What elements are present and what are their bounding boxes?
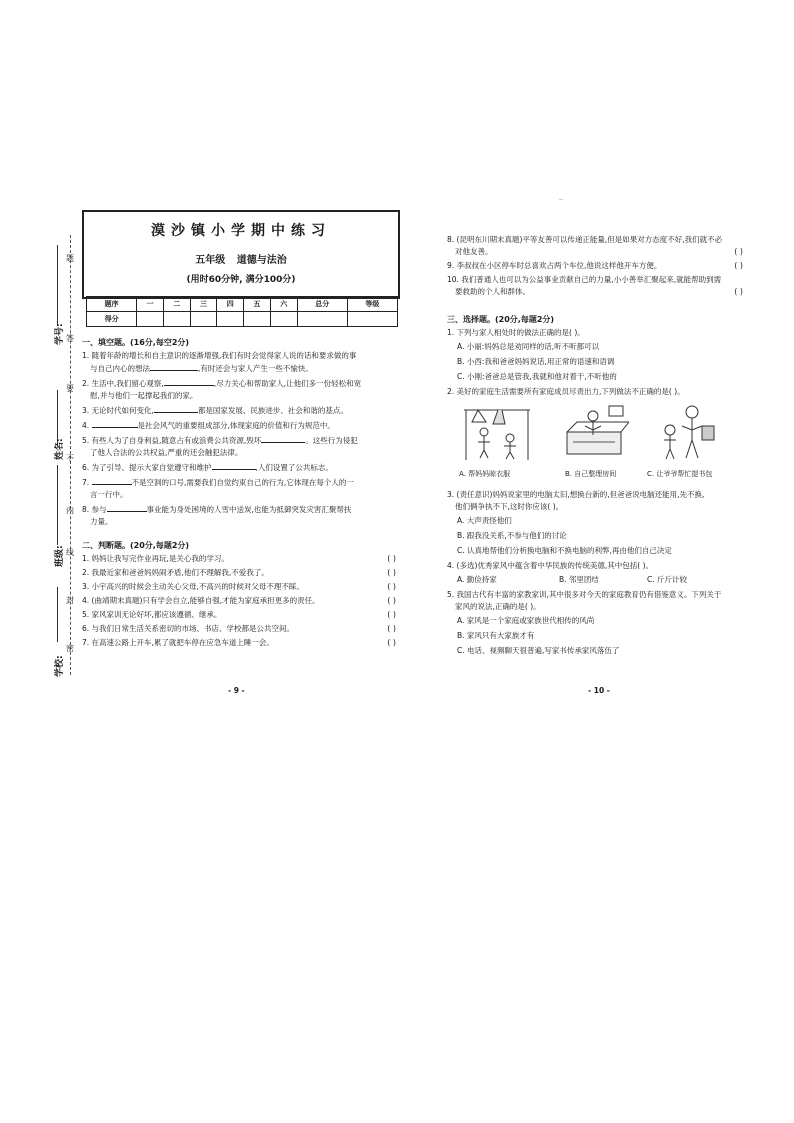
question-text: 5. 我国古代有丰富的家教家训,其中很多对今天的家庭教育仍有借鉴意义。下列关于: [447, 590, 722, 599]
answer-blank[interactable]: [212, 461, 256, 470]
option[interactable]: A. 大声责怪他们: [457, 516, 512, 525]
option[interactable]: A. 勤俭持家: [457, 575, 497, 584]
seal-char: 要: [66, 384, 74, 393]
illustration-row: [447, 402, 747, 487]
question-text: 力量。: [90, 517, 113, 526]
answer-paren[interactable]: ( ): [387, 568, 396, 577]
judge-question: [82, 623, 400, 635]
answer-paren[interactable]: ( ): [387, 624, 396, 633]
seal-char: 线: [66, 548, 74, 557]
answer-paren[interactable]: ( ): [387, 554, 396, 563]
choice-question-3: [447, 489, 747, 513]
option[interactable]: B. 邻里团结: [559, 575, 599, 584]
judge-question: [82, 609, 400, 621]
question-text: ,有时还会与家人产生一些不愉快。: [198, 364, 313, 373]
question-text: 5. 有些人为了自身利益,随意占有或浪费公共资源,毁坏: [82, 436, 262, 445]
score-cell[interactable]: [297, 312, 347, 327]
score-cell[interactable]: [190, 312, 217, 327]
question-text: ,人们设置了公共标志。: [255, 463, 333, 472]
option[interactable]: C. 认真地帮他们分析换电脑和不换电脑的利弊,再由他们自己决定: [457, 546, 672, 555]
question-text: 8. (昆明东川期末真题)平等友善可以传递正能量,但是如果对方态度不好,我们就不必: [447, 235, 723, 244]
question-text: 3. (责任意识)妈妈说家里的电脑太旧,想换台新的,但爸爸说电脑还能用,先不换,: [447, 490, 705, 499]
option[interactable]: B. 小西:我和爸爸妈妈说话,用正常的语速和语调: [457, 357, 615, 366]
field-line: [57, 245, 58, 325]
seal-char: 密: [66, 644, 74, 653]
question-text: 10. 我们普通人也可以为公益事业贡献自己的力量,小小善举汇聚起来,就能帮助到需: [447, 275, 722, 284]
question-text: 1. 妈妈让我写完作业再玩,是关心我的学习。: [82, 554, 229, 563]
question-text: 。这些行为侵犯: [305, 436, 358, 445]
score-header: 总分: [297, 297, 347, 312]
score-table: [86, 296, 398, 327]
school-label: 学校:: [55, 655, 65, 677]
score-cell[interactable]: [270, 312, 297, 327]
seal-char: 封: [66, 596, 74, 605]
student-id-label: 学号:: [55, 323, 65, 345]
fill-question-4: [82, 419, 400, 432]
answer-blank[interactable]: [92, 419, 138, 428]
grandpa-carrying-bag-illustration: [652, 402, 722, 462]
question-text: 2. 我最近家和爸爸妈妈闹矛盾,他们不理解我,不爱我了。: [82, 568, 269, 577]
judge-question: [82, 595, 400, 607]
judge-question: [82, 637, 400, 649]
left-page: [82, 210, 400, 649]
question-text: 是社会风气的重要组成部分,体现家庭的价值和行为规范中。: [137, 421, 335, 430]
option[interactable]: B. 自己整理房间: [565, 470, 617, 478]
fill-question-2: [82, 377, 400, 402]
question-text: 2. 生活中,我们留心观察,: [82, 379, 164, 388]
score-cell[interactable]: [217, 312, 244, 327]
question-text: 3. 小宇高兴的时候会主动关心父母,不高兴的时候对父母不理不睬。: [82, 582, 304, 591]
fill-question-8: [82, 503, 400, 528]
score-header: 四: [217, 297, 244, 312]
option[interactable]: C. 让爷爷帮忙提书包: [647, 470, 713, 478]
question-text: 3. 无论时代如何变化,: [82, 406, 154, 415]
question-text: 4. (曲靖期末真题)只有学会自立,能够自强,才能为家庭承担更多的责任。: [82, 596, 320, 605]
fill-question-6: [82, 461, 400, 474]
score-header: 等级: [347, 297, 397, 312]
question-text: 要救助的个人和群体。: [455, 287, 530, 296]
exam-subtitle: 五年级 道德与法治: [195, 255, 287, 266]
question-text: 6. 与我们日常生活关系密切的市场、书店、学校都是公共空间。: [82, 624, 295, 633]
score-cell[interactable]: [137, 312, 164, 327]
field-line: [57, 465, 58, 545]
answer-paren[interactable]: ( ): [734, 247, 743, 256]
question-text: 了他人合法的公共权益,严重的还会触犯法律。: [90, 448, 243, 457]
question-text: 7. 在高速公路上开车,累了就把车停在应急车道上睡一会。: [82, 638, 274, 647]
question-text: 家风的说法,正确的是( )。: [455, 602, 541, 611]
right-page: [447, 232, 747, 658]
judge-question-9: [447, 260, 747, 272]
answer-blank[interactable]: [150, 362, 198, 371]
option[interactable]: C. 斤斤计较: [647, 575, 688, 584]
section3-heading: 三、选择题。(20分,每题2分): [447, 315, 555, 324]
section1-heading: 一、填空题。(16分,每空2分): [82, 338, 190, 347]
choice-question-2: 2. 美好的家庭生活需要所有家庭成员尽责出力,下列做法不正确的是( )。: [447, 387, 685, 396]
question-text: 他们俩争执不下,这时你应该( )。: [455, 502, 564, 511]
time-note: (用时60分钟, 满分100分): [186, 275, 296, 285]
score-header: 二: [163, 297, 190, 312]
fill-question-1: [82, 350, 400, 375]
judge-question-10: [447, 274, 747, 298]
binding-margin: [40, 215, 85, 695]
question-text: 4.: [82, 421, 92, 430]
fill-question-5: [82, 434, 400, 459]
scan-mark: --: [559, 196, 564, 203]
answer-paren[interactable]: ( ): [387, 596, 396, 605]
question-text: 不是空洞的口号,需要我们自觉约束自己的行为,它体现在每个人的一: [131, 478, 354, 487]
question-text: 对他友善。: [455, 247, 493, 256]
class-label: 班级:: [55, 545, 65, 567]
drying-clothes-illustration: [462, 402, 532, 462]
answer-paren[interactable]: ( ): [387, 582, 396, 591]
answer-paren[interactable]: ( ): [387, 638, 396, 647]
judge-question: [82, 553, 400, 565]
answer-blank[interactable]: [92, 476, 132, 485]
option[interactable]: B. 家风只有大家族才有: [457, 631, 535, 640]
exam-title: 漠沙镇小学期中练习: [151, 223, 331, 239]
section2-heading: 二、判断题。(20分,每题2分): [82, 541, 190, 550]
fill-question-3: [82, 404, 400, 417]
question-text: 9. 李叔叔在小区停车时总喜欢占两个车位,他说这样他开车方便。: [447, 261, 662, 270]
seal-char: 内: [66, 506, 74, 515]
choice-question-1: 1. 下列与家人相处时的做法正确的是( )。: [447, 328, 585, 337]
field-line: [57, 390, 58, 445]
score-cell[interactable]: [347, 312, 397, 327]
question-text: 言一行中。: [90, 490, 128, 499]
question-text: 6. 为了引导、提示大家自觉遵守和维护: [82, 463, 212, 472]
judge-question: [82, 567, 400, 579]
score-header: 题序: [87, 297, 137, 312]
score-header: 六: [270, 297, 297, 312]
question-text: 事业能为身处困境的人雪中送炭,也能为抵御突发灾害汇聚帮扶: [146, 505, 352, 514]
score-header: 一: [137, 297, 164, 312]
score-header: 三: [190, 297, 217, 312]
fill-question-7: [82, 476, 400, 501]
question-text: 5. 家风家训无论好坏,都应该遵循、继承。: [82, 610, 222, 619]
choice-question-5: [447, 589, 747, 613]
answer-paren[interactable]: ( ): [387, 610, 396, 619]
answer-blank[interactable]: [154, 404, 198, 413]
answer-blank[interactable]: [261, 434, 305, 443]
question-text: ,尽力关心和帮助家人,让他们多一份轻松和宽: [213, 379, 362, 388]
option[interactable]: A. 小丽:妈妈总是劝同样的话,听不听都可以: [457, 342, 600, 351]
question-text: 1. 随着年龄的增长和自主意识的逐渐增强,我们有时会觉得家人说的话和要求做的事: [82, 351, 357, 360]
judge-question: [82, 581, 400, 593]
page-number-right: - 10 -: [588, 686, 610, 695]
score-header: 五: [244, 297, 271, 312]
answer-blank[interactable]: [107, 503, 147, 512]
answer-paren[interactable]: ( ): [734, 261, 743, 270]
option[interactable]: A. 帮妈妈晾衣服: [459, 470, 511, 478]
score-row-label: 得分: [87, 312, 137, 327]
question-text: 与自己内心的想法: [90, 364, 150, 373]
score-cell[interactable]: [244, 312, 271, 327]
question-text: 慰,并与他们一起撑起我们的家。: [90, 391, 198, 400]
option[interactable]: B. 跟我没关系,不参与他们的讨论: [457, 531, 567, 540]
seal-char: 题: [66, 254, 74, 263]
tidying-room-illustration: [559, 402, 629, 462]
seal-char: 不: [66, 454, 74, 463]
seal-char: 答: [66, 334, 74, 343]
choice-question-4: 4. (多选)优秀家风中蕴含着中华民族的传统美德,其中包括( )。: [447, 561, 654, 570]
answer-paren[interactable]: ( ): [734, 287, 743, 296]
answer-blank[interactable]: [164, 377, 214, 386]
question-text: 7.: [82, 478, 92, 487]
name-label: 姓名:: [55, 438, 65, 460]
header-box: [82, 210, 400, 299]
judge-question-8: [447, 234, 747, 258]
question-text: 都是国家发展、民族进步、社会和谐的基点。: [197, 406, 348, 415]
option-row: [447, 572, 747, 587]
question-text: 8. 参与: [82, 505, 107, 514]
option[interactable]: C. 电话、视频聊天很普遍,写家书传承家风落伍了: [457, 646, 620, 655]
score-cell[interactable]: [163, 312, 190, 327]
option[interactable]: C. 小刚:爸爸总是管我,我就和他对着干,不听他的: [457, 372, 617, 381]
option[interactable]: A. 家风是一个家庭或家族世代相传的风尚: [457, 616, 595, 625]
field-line: [57, 587, 58, 642]
page-number-left: - 9 -: [228, 686, 245, 695]
